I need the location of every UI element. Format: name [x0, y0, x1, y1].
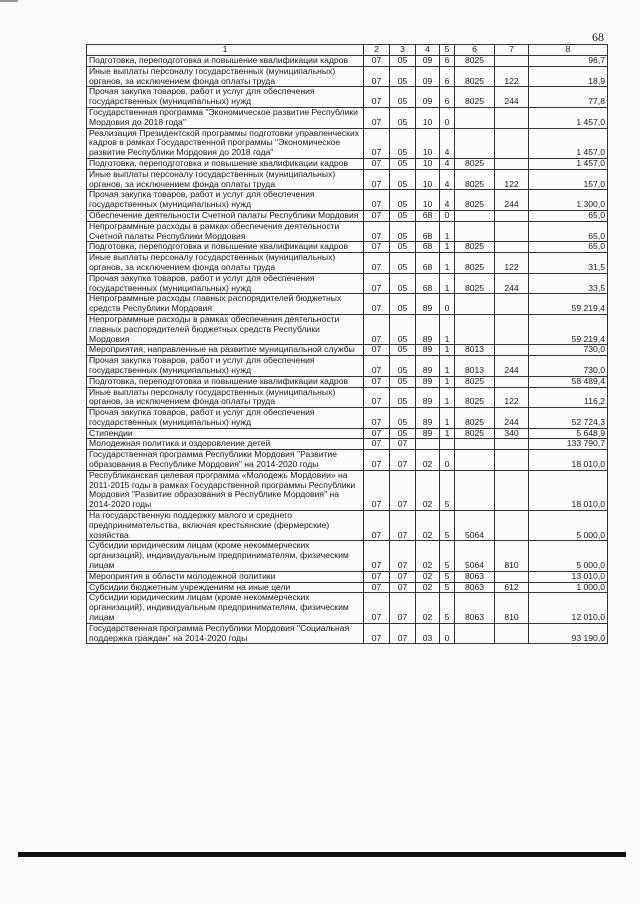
program-code: 68: [416, 242, 440, 253]
program-code: 89: [416, 294, 440, 315]
amount: 5 000,0: [529, 541, 608, 571]
item-name: Мероприятия, направленные на развитие муниципальной службы: [87, 345, 364, 356]
expense-type-code: 244: [495, 87, 529, 108]
item-name: Республиканская целевая программа «Молодежь Мордовии» на 2011-2015 годы в рамках Государственной программы Республики Мордовия "Развитие образования в Республике Мордовия" на 2014-2020 годы: [87, 470, 364, 510]
section-code: 07: [364, 623, 390, 644]
table-row: [87, 356, 608, 377]
target-article-code: 8063: [455, 593, 495, 623]
subsection-code: 05: [390, 345, 416, 356]
expense-type-code: 122: [495, 387, 529, 408]
subsection-code: 05: [390, 387, 416, 408]
expense-type-code: [495, 294, 529, 315]
section-code: 07: [364, 571, 390, 582]
amount: 13 010,0: [529, 571, 608, 582]
program-code: 68: [416, 210, 440, 221]
item-name: Подготовка, переподготовка и повышение квалификации кадров: [87, 376, 364, 387]
section-code: 07: [364, 273, 390, 294]
table-row: [87, 593, 608, 623]
expense-type-code: [495, 571, 529, 582]
target-article-code: 8025: [455, 56, 495, 67]
amount: 133 790,7: [529, 439, 608, 450]
program-code: 89: [416, 356, 440, 377]
amount: 31,5: [529, 253, 608, 274]
table-body: [87, 56, 608, 644]
item-name: Подготовка, переподготовка и повышение квалификации кадров: [87, 242, 364, 253]
expense-type-code: 810: [495, 541, 529, 571]
item-name: Подготовка, переподготовка и повышение квалификации кадров: [87, 158, 364, 169]
subsection-code: 05: [390, 408, 416, 429]
budget-table: [86, 44, 608, 644]
item-name: Непрограммные расходы главных распорядителей бюджетных средств Республики Мордовия: [87, 294, 364, 315]
item-name: Субсидии бюджетным учреждениям на иные цели: [87, 582, 364, 593]
expense-type-code: [495, 376, 529, 387]
item-name: Государственная программа Республики Мордовия "Социальная поддержка граждан" на 2014-2020 годы: [87, 623, 364, 644]
item-name: Мероприятия в области молодежной политики: [87, 571, 364, 582]
amount: 157,0: [529, 169, 608, 190]
table-row: [87, 273, 608, 294]
table-row: [87, 66, 608, 87]
expense-type-code: 244: [495, 356, 529, 377]
program-code: [416, 439, 440, 450]
expense-type-code: [495, 128, 529, 158]
expense-type-code: 122: [495, 253, 529, 274]
table-row: [87, 294, 608, 315]
program-code: 10: [416, 169, 440, 190]
program-code: 68: [416, 253, 440, 274]
subsection-code: 05: [390, 56, 416, 67]
target-article-code: [455, 314, 495, 344]
table-row: [87, 345, 608, 356]
subprogram-code: 0: [440, 107, 455, 128]
section-code: 07: [364, 242, 390, 253]
subprogram-code: 6: [440, 56, 455, 67]
amount: 730,0: [529, 345, 608, 356]
table-row: [87, 221, 608, 242]
target-article-code: [455, 470, 495, 510]
section-code: 07: [364, 190, 390, 211]
program-code: 02: [416, 582, 440, 593]
subsection-code: 05: [390, 87, 416, 108]
expense-type-code: 244: [495, 190, 529, 211]
expense-type-code: [495, 345, 529, 356]
item-name: Подготовка, переподготовка и повышение квалификации кадров: [87, 56, 364, 67]
subprogram-code: 1: [440, 345, 455, 356]
subsection-code: 05: [390, 66, 416, 87]
column-header: 6: [455, 45, 495, 56]
column-header: 2: [364, 45, 390, 56]
target-article-code: [455, 221, 495, 242]
target-article-code: 8063: [455, 582, 495, 593]
subprogram-code: 5: [440, 582, 455, 593]
expense-type-code: 810: [495, 593, 529, 623]
amount: 5 000,0: [529, 511, 608, 541]
table-row: [87, 511, 608, 541]
subsection-code: 05: [390, 169, 416, 190]
item-name: На государственную поддержку малого и среднего предпринимательства, включая крестьянские (фермерские) хозяйства: [87, 511, 364, 541]
subprogram-code: 4: [440, 128, 455, 158]
target-article-code: 8063: [455, 571, 495, 582]
item-name: Прочая закупка товаров, работ и услуг для обеспечения государственных (муниципальных) нужд: [87, 190, 364, 211]
table-row: [87, 190, 608, 211]
section-code: 07: [364, 428, 390, 439]
subprogram-code: 5: [440, 571, 455, 582]
section-code: 07: [364, 221, 390, 242]
table-row: [87, 408, 608, 429]
subprogram-code: 5: [440, 541, 455, 571]
subsection-code: 07: [390, 582, 416, 593]
program-code: 02: [416, 450, 440, 471]
item-name: Прочая закупка товаров, работ и услуг для обеспечения государственных (муниципальных) нужд: [87, 408, 364, 429]
expense-type-code: [495, 470, 529, 510]
subsection-code: 05: [390, 314, 416, 344]
target-article-code: 8025: [455, 190, 495, 211]
program-code: 89: [416, 408, 440, 429]
target-article-code: [455, 128, 495, 158]
column-header: 1: [87, 45, 364, 56]
column-number-row: [87, 45, 608, 56]
program-code: 09: [416, 87, 440, 108]
amount: 65,0: [529, 210, 608, 221]
subsection-code: 07: [390, 470, 416, 510]
amount: 65,0: [529, 242, 608, 253]
subsection-code: 07: [390, 439, 416, 450]
section-code: 07: [364, 356, 390, 377]
table-row: [87, 623, 608, 644]
subprogram-code: 1: [440, 428, 455, 439]
expense-type-code: 340: [495, 428, 529, 439]
table-row: [87, 541, 608, 571]
amount: 1 457,0: [529, 158, 608, 169]
page-number: 68: [592, 30, 604, 44]
expense-type-code: [495, 107, 529, 128]
amount: 116,2: [529, 387, 608, 408]
expense-type-code: [495, 242, 529, 253]
amount: 1 457,0: [529, 107, 608, 128]
subprogram-code: 1: [440, 253, 455, 274]
program-code: 02: [416, 470, 440, 510]
section-code: 07: [364, 128, 390, 158]
expense-type-code: 612: [495, 582, 529, 593]
target-article-code: 8025: [455, 376, 495, 387]
program-code: 10: [416, 190, 440, 211]
target-article-code: [455, 439, 495, 450]
amount: 59 219,4: [529, 294, 608, 315]
subsection-code: 05: [390, 128, 416, 158]
column-header: 8: [529, 45, 608, 56]
column-header: 4: [416, 45, 440, 56]
item-name: Прочая закупка товаров, работ и услуг для обеспечения государственных (муниципальных) нужд: [87, 273, 364, 294]
table-row: [87, 158, 608, 169]
section-code: 07: [364, 87, 390, 108]
subsection-code: 05: [390, 428, 416, 439]
item-name: Непрограммные расходы в рамках обеспечения деятельности главных распорядителей бюджетных средств Республики Мордовия: [87, 314, 364, 344]
amount: 96,7: [529, 56, 608, 67]
program-code: 02: [416, 541, 440, 571]
item-name: Субсидии юридическим лицам (кроме некоммерческих организаций), индивидуальным предпринимателям, физическим лицам: [87, 593, 364, 623]
program-code: 10: [416, 107, 440, 128]
subprogram-code: 1: [440, 356, 455, 377]
item-name: Иные выплаты персоналу государственных (муниципальных) органов, за исключением фонда оплаты труда: [87, 169, 364, 190]
section-code: 07: [364, 450, 390, 471]
expense-type-code: [495, 439, 529, 450]
subsection-code: 05: [390, 376, 416, 387]
subsection-code: 05: [390, 190, 416, 211]
table-row: [87, 571, 608, 582]
expense-type-code: [495, 221, 529, 242]
subprogram-code: 0: [440, 210, 455, 221]
page-bottom-rule: [18, 852, 626, 857]
item-name: Государственная программа "Экономическое развитие Республики Мордовия до 2018 года": [87, 107, 364, 128]
expense-type-code: [495, 450, 529, 471]
expense-type-code: [495, 511, 529, 541]
subprogram-code: 4: [440, 169, 455, 190]
subsection-code: 05: [390, 356, 416, 377]
subprogram-code: 5: [440, 593, 455, 623]
item-name: Молодежная политика и оздоровление детей: [87, 439, 364, 450]
subsection-code: 07: [390, 450, 416, 471]
subsection-code: 07: [390, 511, 416, 541]
target-article-code: 8025: [455, 242, 495, 253]
section-code: 07: [364, 169, 390, 190]
section-code: 07: [364, 253, 390, 274]
subsection-code: 05: [390, 253, 416, 274]
subprogram-code: 1: [440, 408, 455, 429]
program-code: 10: [416, 128, 440, 158]
target-article-code: 8025: [455, 253, 495, 274]
expense-type-code: [495, 158, 529, 169]
subsection-code: 07: [390, 623, 416, 644]
section-code: 07: [364, 439, 390, 450]
expense-type-code: 122: [495, 66, 529, 87]
table-row: [87, 253, 608, 274]
subsection-code: 05: [390, 221, 416, 242]
program-code: 02: [416, 511, 440, 541]
table-row: [87, 87, 608, 108]
subprogram-code: 1: [440, 221, 455, 242]
item-name: Стипендии: [87, 428, 364, 439]
amount: 12 010,0: [529, 593, 608, 623]
amount: 18,9: [529, 66, 608, 87]
section-code: 07: [364, 158, 390, 169]
item-name: Субсидии юридическим лицам (кроме некоммерческих организаций), индивидуальным предпринимателям, физическим лицам: [87, 541, 364, 571]
table-row: [87, 450, 608, 471]
subsection-code: 07: [390, 571, 416, 582]
target-article-code: 8025: [455, 169, 495, 190]
subprogram-code: 1: [440, 273, 455, 294]
program-code: 89: [416, 428, 440, 439]
subsection-code: 07: [390, 593, 416, 623]
target-article-code: 8025: [455, 273, 495, 294]
section-code: 07: [364, 294, 390, 315]
amount: 1 000,0: [529, 582, 608, 593]
amount: 59 219,4: [529, 314, 608, 344]
column-header: 5: [440, 45, 455, 56]
subsection-code: 05: [390, 158, 416, 169]
subprogram-code: 1: [440, 242, 455, 253]
program-code: 02: [416, 571, 440, 582]
expense-type-code: 122: [495, 169, 529, 190]
amount: 5 648,9: [529, 428, 608, 439]
program-code: 02: [416, 593, 440, 623]
column-header: 7: [495, 45, 529, 56]
target-article-code: [455, 210, 495, 221]
subprogram-code: 5: [440, 511, 455, 541]
subprogram-code: 6: [440, 66, 455, 87]
amount: 1 457,0: [529, 128, 608, 158]
subprogram-code: 0: [440, 623, 455, 644]
table-row: [87, 169, 608, 190]
expense-type-code: [495, 210, 529, 221]
target-article-code: 8025: [455, 428, 495, 439]
program-code: 09: [416, 66, 440, 87]
table-row: [87, 428, 608, 439]
amount: 18 010,0: [529, 450, 608, 471]
target-article-code: 8025: [455, 87, 495, 108]
program-code: 89: [416, 345, 440, 356]
subsection-code: 05: [390, 107, 416, 128]
section-code: 07: [364, 582, 390, 593]
program-code: 89: [416, 376, 440, 387]
item-name: Реализация Президентской программы подготовки управленческих кадров в рамках Государственной программы "Экономическое развитие Республики Мордовия до 2018 года": [87, 128, 364, 158]
amount: 1 300,0: [529, 190, 608, 211]
subprogram-code: [440, 439, 455, 450]
expense-type-code: [495, 56, 529, 67]
target-article-code: 8013: [455, 356, 495, 377]
target-article-code: [455, 294, 495, 315]
item-name: Обеспечение деятельности Счетной палаты Республики Мордовия: [87, 210, 364, 221]
subsection-code: 05: [390, 210, 416, 221]
amount: 65,0: [529, 221, 608, 242]
program-code: 68: [416, 273, 440, 294]
table-row: [87, 376, 608, 387]
subprogram-code: 1: [440, 314, 455, 344]
expense-type-code: [495, 623, 529, 644]
section-code: 07: [364, 541, 390, 571]
subsection-code: 05: [390, 242, 416, 253]
table-row: [87, 387, 608, 408]
subprogram-code: 5: [440, 470, 455, 510]
target-article-code: 5064: [455, 541, 495, 571]
target-article-code: [455, 107, 495, 128]
target-article-code: 8025: [455, 66, 495, 87]
target-article-code: [455, 450, 495, 471]
section-code: 07: [364, 408, 390, 429]
section-code: 07: [364, 387, 390, 408]
subprogram-code: 1: [440, 387, 455, 408]
table-row: [87, 470, 608, 510]
amount: 33,5: [529, 273, 608, 294]
table-row: [87, 128, 608, 158]
expense-type-code: 244: [495, 408, 529, 429]
item-name: Иные выплаты персоналу государственных (муниципальных) органов, за исключением фонда оплаты труда: [87, 253, 364, 274]
section-code: 07: [364, 470, 390, 510]
item-name: Прочая закупка товаров, работ и услуг для обеспечения государственных (муниципальных) нужд: [87, 356, 364, 377]
expense-type-code: [495, 314, 529, 344]
section-code: 07: [364, 210, 390, 221]
target-article-code: 8025: [455, 158, 495, 169]
section-code: 07: [364, 314, 390, 344]
scan-artifact: [0, 0, 18, 2]
item-name: Непрограммные расходы в рамках обеспечения деятельности Счетной палаты Республики Мордовия: [87, 221, 364, 242]
subprogram-code: 0: [440, 294, 455, 315]
target-article-code: 8025: [455, 408, 495, 429]
subsection-code: 07: [390, 541, 416, 571]
subprogram-code: 6: [440, 87, 455, 108]
item-name: Иные выплаты персоналу государственных (муниципальных) органов, за исключением фонда оплаты труда: [87, 66, 364, 87]
expense-type-code: 244: [495, 273, 529, 294]
subprogram-code: 4: [440, 158, 455, 169]
table-row: [87, 210, 608, 221]
program-code: 89: [416, 314, 440, 344]
program-code: 68: [416, 221, 440, 242]
table-row: [87, 314, 608, 344]
amount: 18 010,0: [529, 470, 608, 510]
amount: 730,0: [529, 356, 608, 377]
table-row: [87, 56, 608, 67]
program-code: 89: [416, 387, 440, 408]
subprogram-code: 4: [440, 190, 455, 211]
section-code: 07: [364, 593, 390, 623]
section-code: 07: [364, 66, 390, 87]
table-row: [87, 582, 608, 593]
section-code: 07: [364, 56, 390, 67]
subprogram-code: 1: [440, 376, 455, 387]
section-code: 07: [364, 345, 390, 356]
subprogram-code: 0: [440, 450, 455, 471]
item-name: Государственная программа Республики Мордовия "Развитие образования в Республике Мордовия" на 2014-2020 годы: [87, 450, 364, 471]
subsection-code: 05: [390, 294, 416, 315]
target-article-code: [455, 623, 495, 644]
target-article-code: 8013: [455, 345, 495, 356]
subsection-code: 05: [390, 273, 416, 294]
section-code: 07: [364, 511, 390, 541]
program-code: 09: [416, 56, 440, 67]
item-name: Прочая закупка товаров, работ и услуг для обеспечения государственных (муниципальных) нужд: [87, 87, 364, 108]
section-code: 07: [364, 107, 390, 128]
item-name: Иные выплаты персоналу государственных (муниципальных) органов, за исключением фонда оплаты труда: [87, 387, 364, 408]
table-row: [87, 107, 608, 128]
table-row: [87, 439, 608, 450]
amount: 58 489,4: [529, 376, 608, 387]
amount: 77,8: [529, 87, 608, 108]
table-row: [87, 242, 608, 253]
column-header: 3: [390, 45, 416, 56]
target-article-code: 8025: [455, 387, 495, 408]
amount: 93 190,0: [529, 623, 608, 644]
target-article-code: 5064: [455, 511, 495, 541]
program-code: 03: [416, 623, 440, 644]
section-code: 07: [364, 376, 390, 387]
program-code: 10: [416, 158, 440, 169]
amount: 52 724,3: [529, 408, 608, 429]
